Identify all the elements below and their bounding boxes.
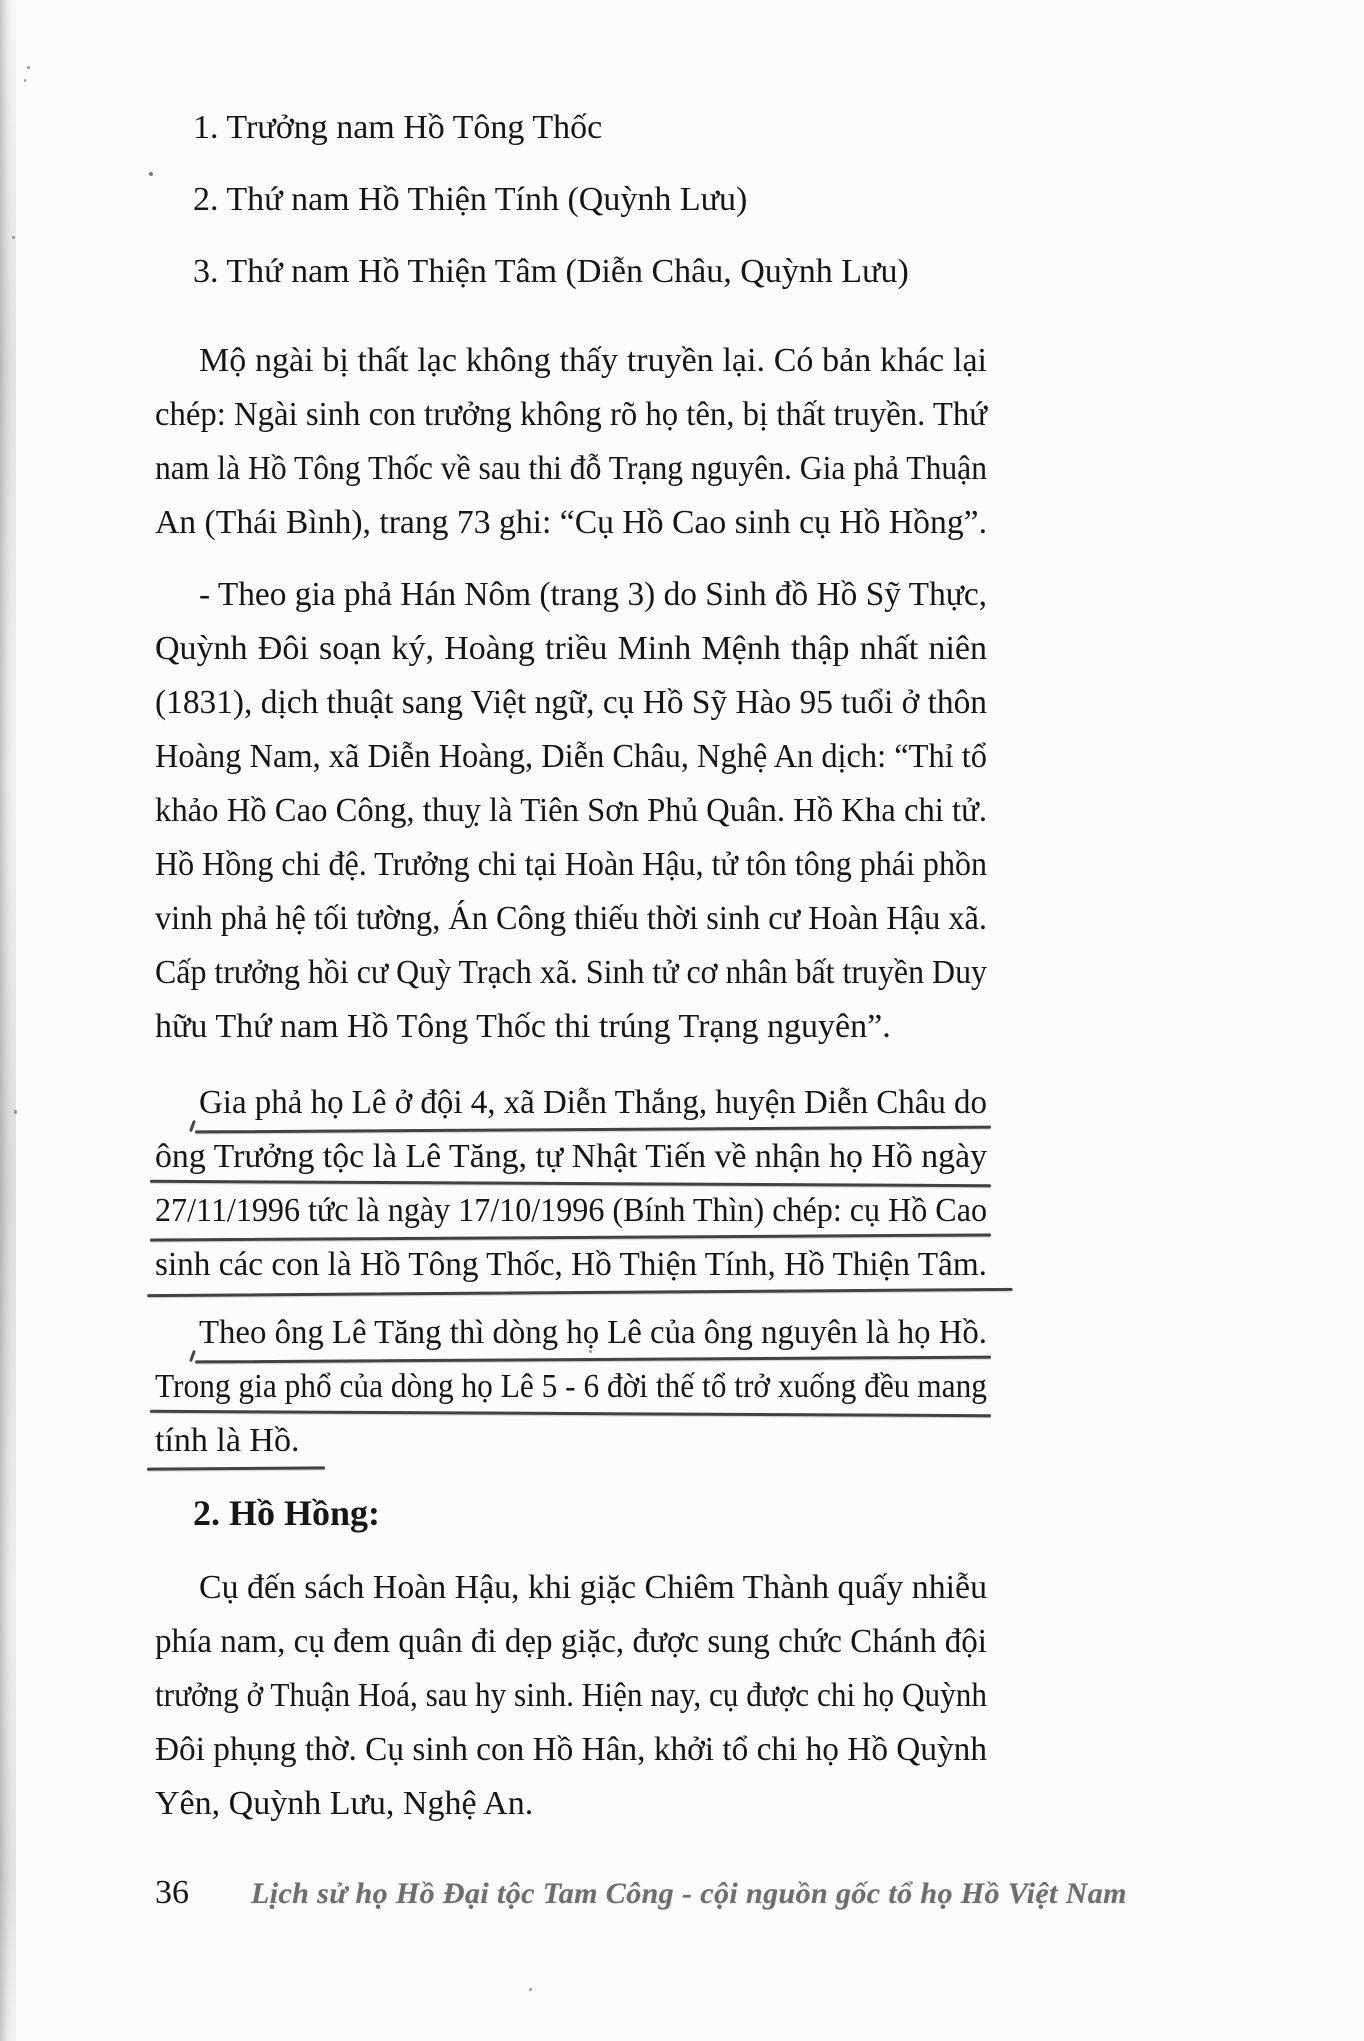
text-line bbox=[155, 442, 987, 496]
section-heading bbox=[155, 1486, 987, 1540]
text-line bbox=[155, 1561, 987, 1615]
text-line bbox=[155, 1306, 987, 1360]
text-line bbox=[155, 1076, 987, 1130]
text-line-content: sinh các con là Hồ Tông Thốc, Hồ Thiện Tính, Hồ Thiện Tâm. bbox=[155, 1238, 987, 1292]
text-line-content: Theo ông Lê Tăng thì dòng họ Lê của ông nguyên là họ Hồ. bbox=[199, 1314, 987, 1351]
text-line-content: Trong gia phổ của dòng họ Lê 5 - 6 đời thế tổ trở xuống đều mang bbox=[155, 1368, 987, 1405]
text-line-content: Cụ đến sách Hoàn Hậu, khi giặc Chiêm Thành quấy nhiễu bbox=[199, 1569, 987, 1606]
text-line bbox=[155, 946, 987, 1000]
text-line bbox=[155, 496, 987, 550]
page-footer bbox=[155, 1866, 1127, 1920]
text-line-content: - Theo gia phả Hán Nôm (trang 3) do Sinh đồ Hồ Sỹ Thực, bbox=[199, 576, 987, 613]
scan-speck bbox=[149, 172, 153, 176]
footer-book-title: Lịch sử họ Hồ Đại tộc Tam Công - cội nguồn gốc tổ họ Hồ Việt Nam bbox=[251, 1877, 1127, 1910]
text-line bbox=[155, 334, 987, 388]
text-line bbox=[155, 838, 987, 892]
text-column bbox=[155, 92, 987, 1831]
text-line bbox=[155, 1360, 987, 1414]
paragraph bbox=[155, 334, 987, 550]
scan-speck bbox=[12, 236, 15, 239]
text-line-content: 27/11/1996 tức là ngày 17/10/1996 (Bính Thìn) chép: cụ Hồ Cao bbox=[155, 1192, 987, 1229]
paragraph bbox=[155, 568, 987, 1054]
scan-speck bbox=[529, 1988, 532, 1991]
scan-speck bbox=[27, 66, 30, 69]
paragraph bbox=[155, 1076, 987, 1292]
scan-speck bbox=[24, 79, 26, 82]
text-line bbox=[155, 568, 987, 622]
text-line-content: khảo Hồ Cao Công, thuỵ là Tiên Sơn Phủ Quân. Hồ Kha chi tử. bbox=[155, 792, 987, 829]
text-line bbox=[155, 1777, 987, 1831]
text-line-content: Gia phả họ Lê ở đội 4, xã Diễn Thắng, huyện Diễn Châu do bbox=[199, 1084, 987, 1121]
list-item-text: 3. Thứ nam Hồ Thiện Tâm (Diễn Châu, Quỳnh Lưu) bbox=[193, 253, 909, 290]
text-line bbox=[155, 730, 987, 784]
text-line-content: vinh phả hệ tối tường, Án Công thiếu thời sinh cư Hoàn Hậu xã. bbox=[155, 900, 987, 937]
footer-title-wrap bbox=[251, 1867, 1127, 1926]
scan-speck bbox=[14, 1110, 17, 1114]
list-item bbox=[155, 164, 987, 236]
text-line bbox=[155, 1486, 987, 1540]
text-line bbox=[155, 1669, 987, 1723]
text-line-content: Đôi phụng thờ. Cụ sinh con Hồ Hân, khởi tổ chi họ Hồ Quỳnh bbox=[155, 1731, 987, 1768]
text-line-content: nam là Hồ Tông Thốc về sau thi đỗ Trạng nguyên. Gia phả Thuận bbox=[155, 450, 987, 487]
text-line-content: An (Thái Bình), trang 73 ghi: “Cụ Hồ Cao sinh cụ Hồ Hồng”. bbox=[155, 504, 987, 541]
text-line-content: hữu Thứ nam Hồ Tông Thốc thi trúng Trạng nguyên”. bbox=[155, 1008, 891, 1045]
paragraph bbox=[155, 1306, 987, 1468]
list-item bbox=[155, 92, 987, 164]
text-line bbox=[155, 1723, 987, 1777]
text-line bbox=[155, 892, 987, 946]
paragraphs bbox=[155, 334, 987, 1831]
numbered-list bbox=[155, 92, 987, 308]
text-line-content: Mộ ngài bị thất lạc không thấy truyền lại. Có bản khác lại bbox=[199, 342, 987, 379]
text-line-content: Yên, Quỳnh Lưu, Nghệ An. bbox=[155, 1785, 534, 1822]
text-line bbox=[155, 676, 987, 730]
text-line-content: tính là Hồ. bbox=[155, 1414, 299, 1468]
list-item bbox=[155, 236, 987, 308]
text-line bbox=[155, 784, 987, 838]
text-line bbox=[155, 1184, 987, 1238]
text-line-content: Cấp trưởng hồi cư Quỳ Trạch xã. Sinh tử cơ nhân bất truyền Duy bbox=[155, 954, 987, 991]
text-line-content: trưởng ở Thuận Hoá, sau hy sinh. Hiện nay, cụ được chi họ Quỳnh bbox=[155, 1677, 987, 1714]
text-line-content: (1831), dịch thuật sang Việt ngữ, cụ Hồ Sỹ Hào 95 tuổi ở thôn bbox=[155, 684, 987, 721]
list-item-text: 2. Thứ nam Hồ Thiện Tính (Quỳnh Lưu) bbox=[193, 181, 748, 218]
paragraph bbox=[155, 1561, 987, 1831]
list-item-text: 1. Trưởng nam Hồ Tông Thốc bbox=[193, 109, 603, 146]
scan-edge-shadow bbox=[0, 0, 16, 2041]
text-line-content: phía nam, cụ đem quân đi dẹp giặc, được sung chức Chánh đội bbox=[155, 1623, 987, 1660]
text-line-content: 2. Hồ Hồng: bbox=[193, 1493, 381, 1533]
text-line-content: Hoàng Nam, xã Diễn Hoàng, Diễn Châu, Nghệ An dịch: “Thỉ tổ bbox=[155, 738, 987, 775]
page-number: 36 bbox=[155, 1874, 189, 1911]
text-line-content: Quỳnh Đôi soạn ký, Hoàng triều Minh Mệnh thập nhất niên bbox=[155, 630, 987, 667]
text-line bbox=[155, 388, 987, 442]
text-line bbox=[155, 1238, 987, 1292]
text-line bbox=[155, 1615, 987, 1669]
text-line-content: chép: Ngài sinh con trưởng không rõ họ tên, bị thất truyền. Thứ bbox=[155, 396, 987, 433]
text-line bbox=[155, 1414, 987, 1468]
text-line bbox=[155, 1000, 987, 1054]
text-line-content: Hồ Hồng chi đệ. Trưởng chi tại Hoàn Hậu, tử tôn tông phái phồn bbox=[155, 846, 987, 883]
text-line-content: ông Trưởng tộc là Lê Tăng, tự Nhật Tiến về nhận họ Hồ ngày bbox=[155, 1138, 987, 1175]
text-line bbox=[155, 622, 987, 676]
text-line bbox=[155, 1130, 987, 1184]
